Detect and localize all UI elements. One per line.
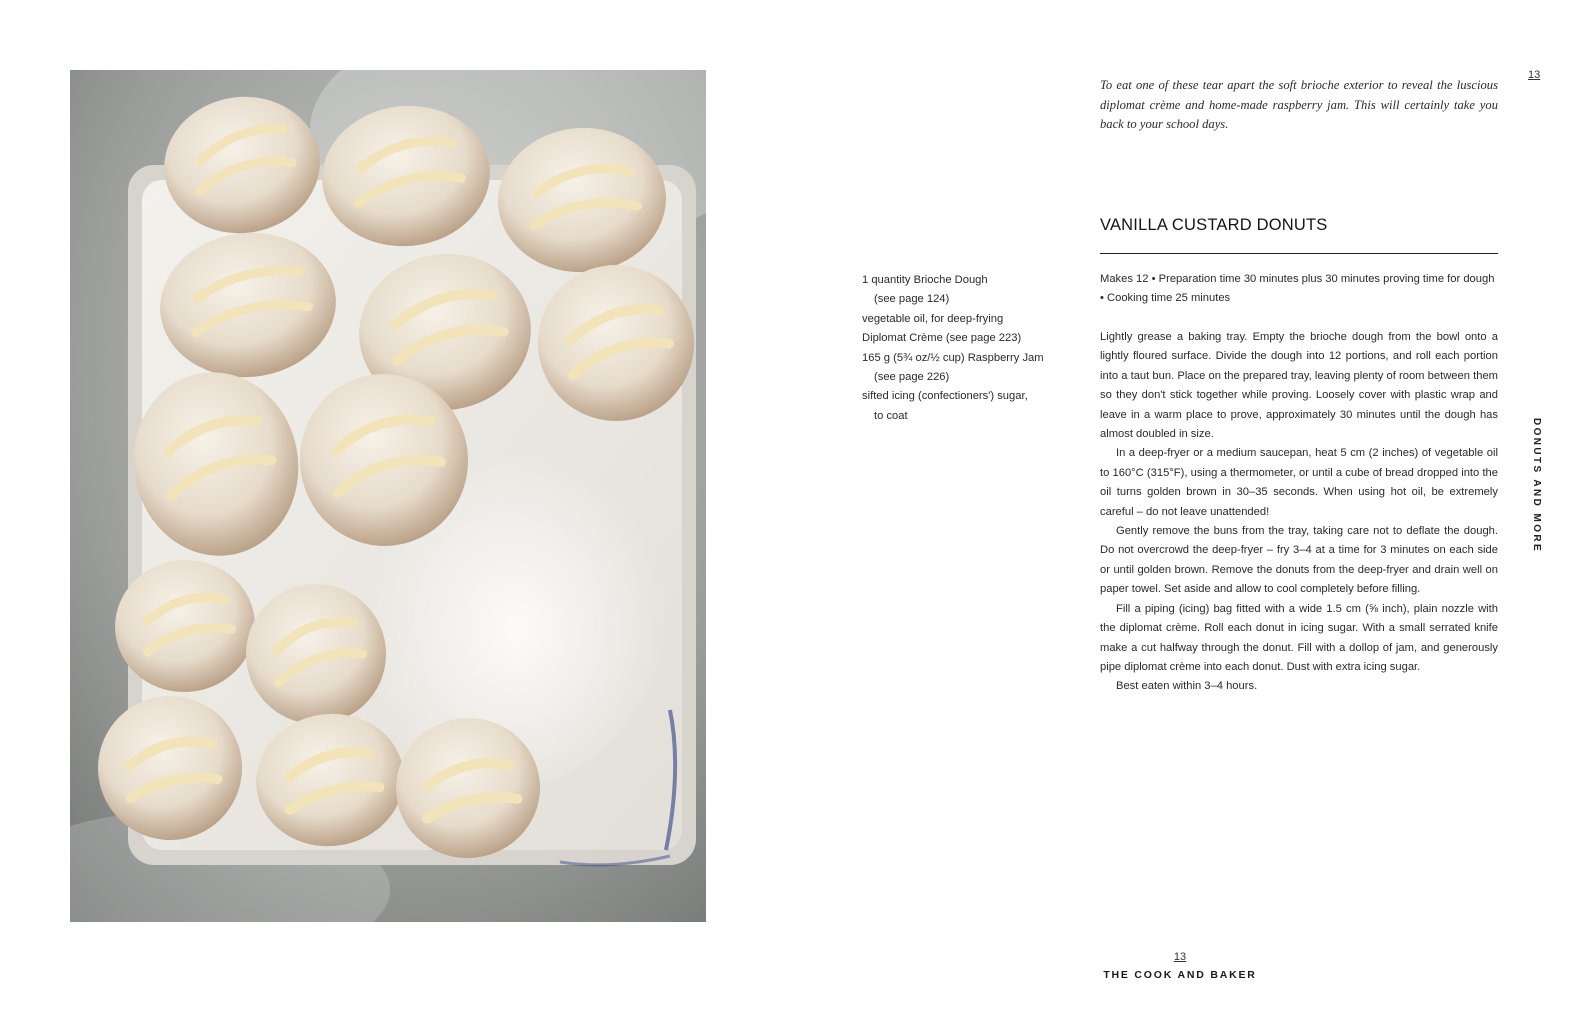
- ingredients-list: [862, 271, 1062, 426]
- ingredient-note: (see page 226): [874, 371, 950, 384]
- method-paragraph: Best eaten within 3–4 hours.: [1116, 680, 1258, 693]
- ingredient-item: 165 g (5¾ oz/½ cup) Raspberry Jam: [862, 351, 1044, 364]
- ingredient-item: 1 quantity Brioche Dough: [862, 274, 988, 286]
- ingredient-item: sifted icing (confectioners') sugar,: [862, 390, 1028, 403]
- recipe-method: [1100, 328, 1498, 697]
- recipe-title: VANILLA CUSTARD DONUTS: [1100, 216, 1328, 234]
- section-side-label: DONUTS AND MORE: [1531, 418, 1542, 554]
- page-number-bottom-text: 13: [1173, 951, 1187, 963]
- page-number-bottom: [1100, 951, 1260, 963]
- donuts-photo: [70, 70, 706, 922]
- method-paragraph: In a deep-fryer or a medium saucepan, heat 5 cm (2 inches) of vegetable oil to 160°C (315°F), using a thermometer, or until a cube of bread dropped into the oil turns golden brown in 30–35 seconds. When using hot oil, be extremely careful – do not leave unattended!: [1100, 447, 1498, 518]
- method-paragraph: Gently remove the buns from the tray, taking care not to deflate the dough. Do not overcrowd the deep-fryer – fry 3–4 at a time for 3 minutes on each side or until golden brown. Remove the donuts from the deep-fryer and drain well on paper towel. Set aside and allow to cool completely before filling.: [1100, 525, 1498, 596]
- method-paragraph: Lightly grease a baking tray. Empty the brioche dough from the bowl onto a lightly floured surface. Divide the dough into 12 portions, and roll each portion into a taut bun. Place on the prepared tray, leaving plenty of room between them so they don't stick together while proving. Loosely cover with plastic wrap and leave in a warm place to prove, approximately 30 minutes until the dough has almost doubled in size.: [1100, 331, 1498, 441]
- page-number-top: 13: [1528, 69, 1541, 81]
- book-title: THE COOK AND BAKER: [1103, 969, 1257, 981]
- donuts-photo-illustration: [70, 70, 706, 922]
- recipe-meta: Makes 12 • Preparation time 30 minutes plus 30 minutes proving time for dough • Cooking time 25 minutes: [1100, 273, 1495, 305]
- recipe-intro: To eat one of these tear apart the soft brioche exterior to reveal the luscious diplomat crème and home-made raspberry jam. This will certainly take you back to your school days.: [1100, 78, 1498, 132]
- ingredient-item: vegetable oil, for deep-frying: [862, 312, 1004, 325]
- title-rule: [1100, 253, 1498, 254]
- method-paragraph: Fill a piping (icing) bag fitted with a wide 1.5 cm (⅝ inch), plain nozzle with the diplomat crème. Roll each donut in icing sugar. With a small serrated knife make a cut halfway through the donut. Fill with a dollop of jam, and generously pipe diplomat crème into each donut. Dust with extra icing sugar.: [1100, 602, 1498, 673]
- ingredient-note: to coat: [874, 409, 908, 422]
- ingredient-item: Diplomat Crème (see page 223): [862, 332, 1022, 345]
- ingredient-note: (see page 124): [874, 293, 950, 306]
